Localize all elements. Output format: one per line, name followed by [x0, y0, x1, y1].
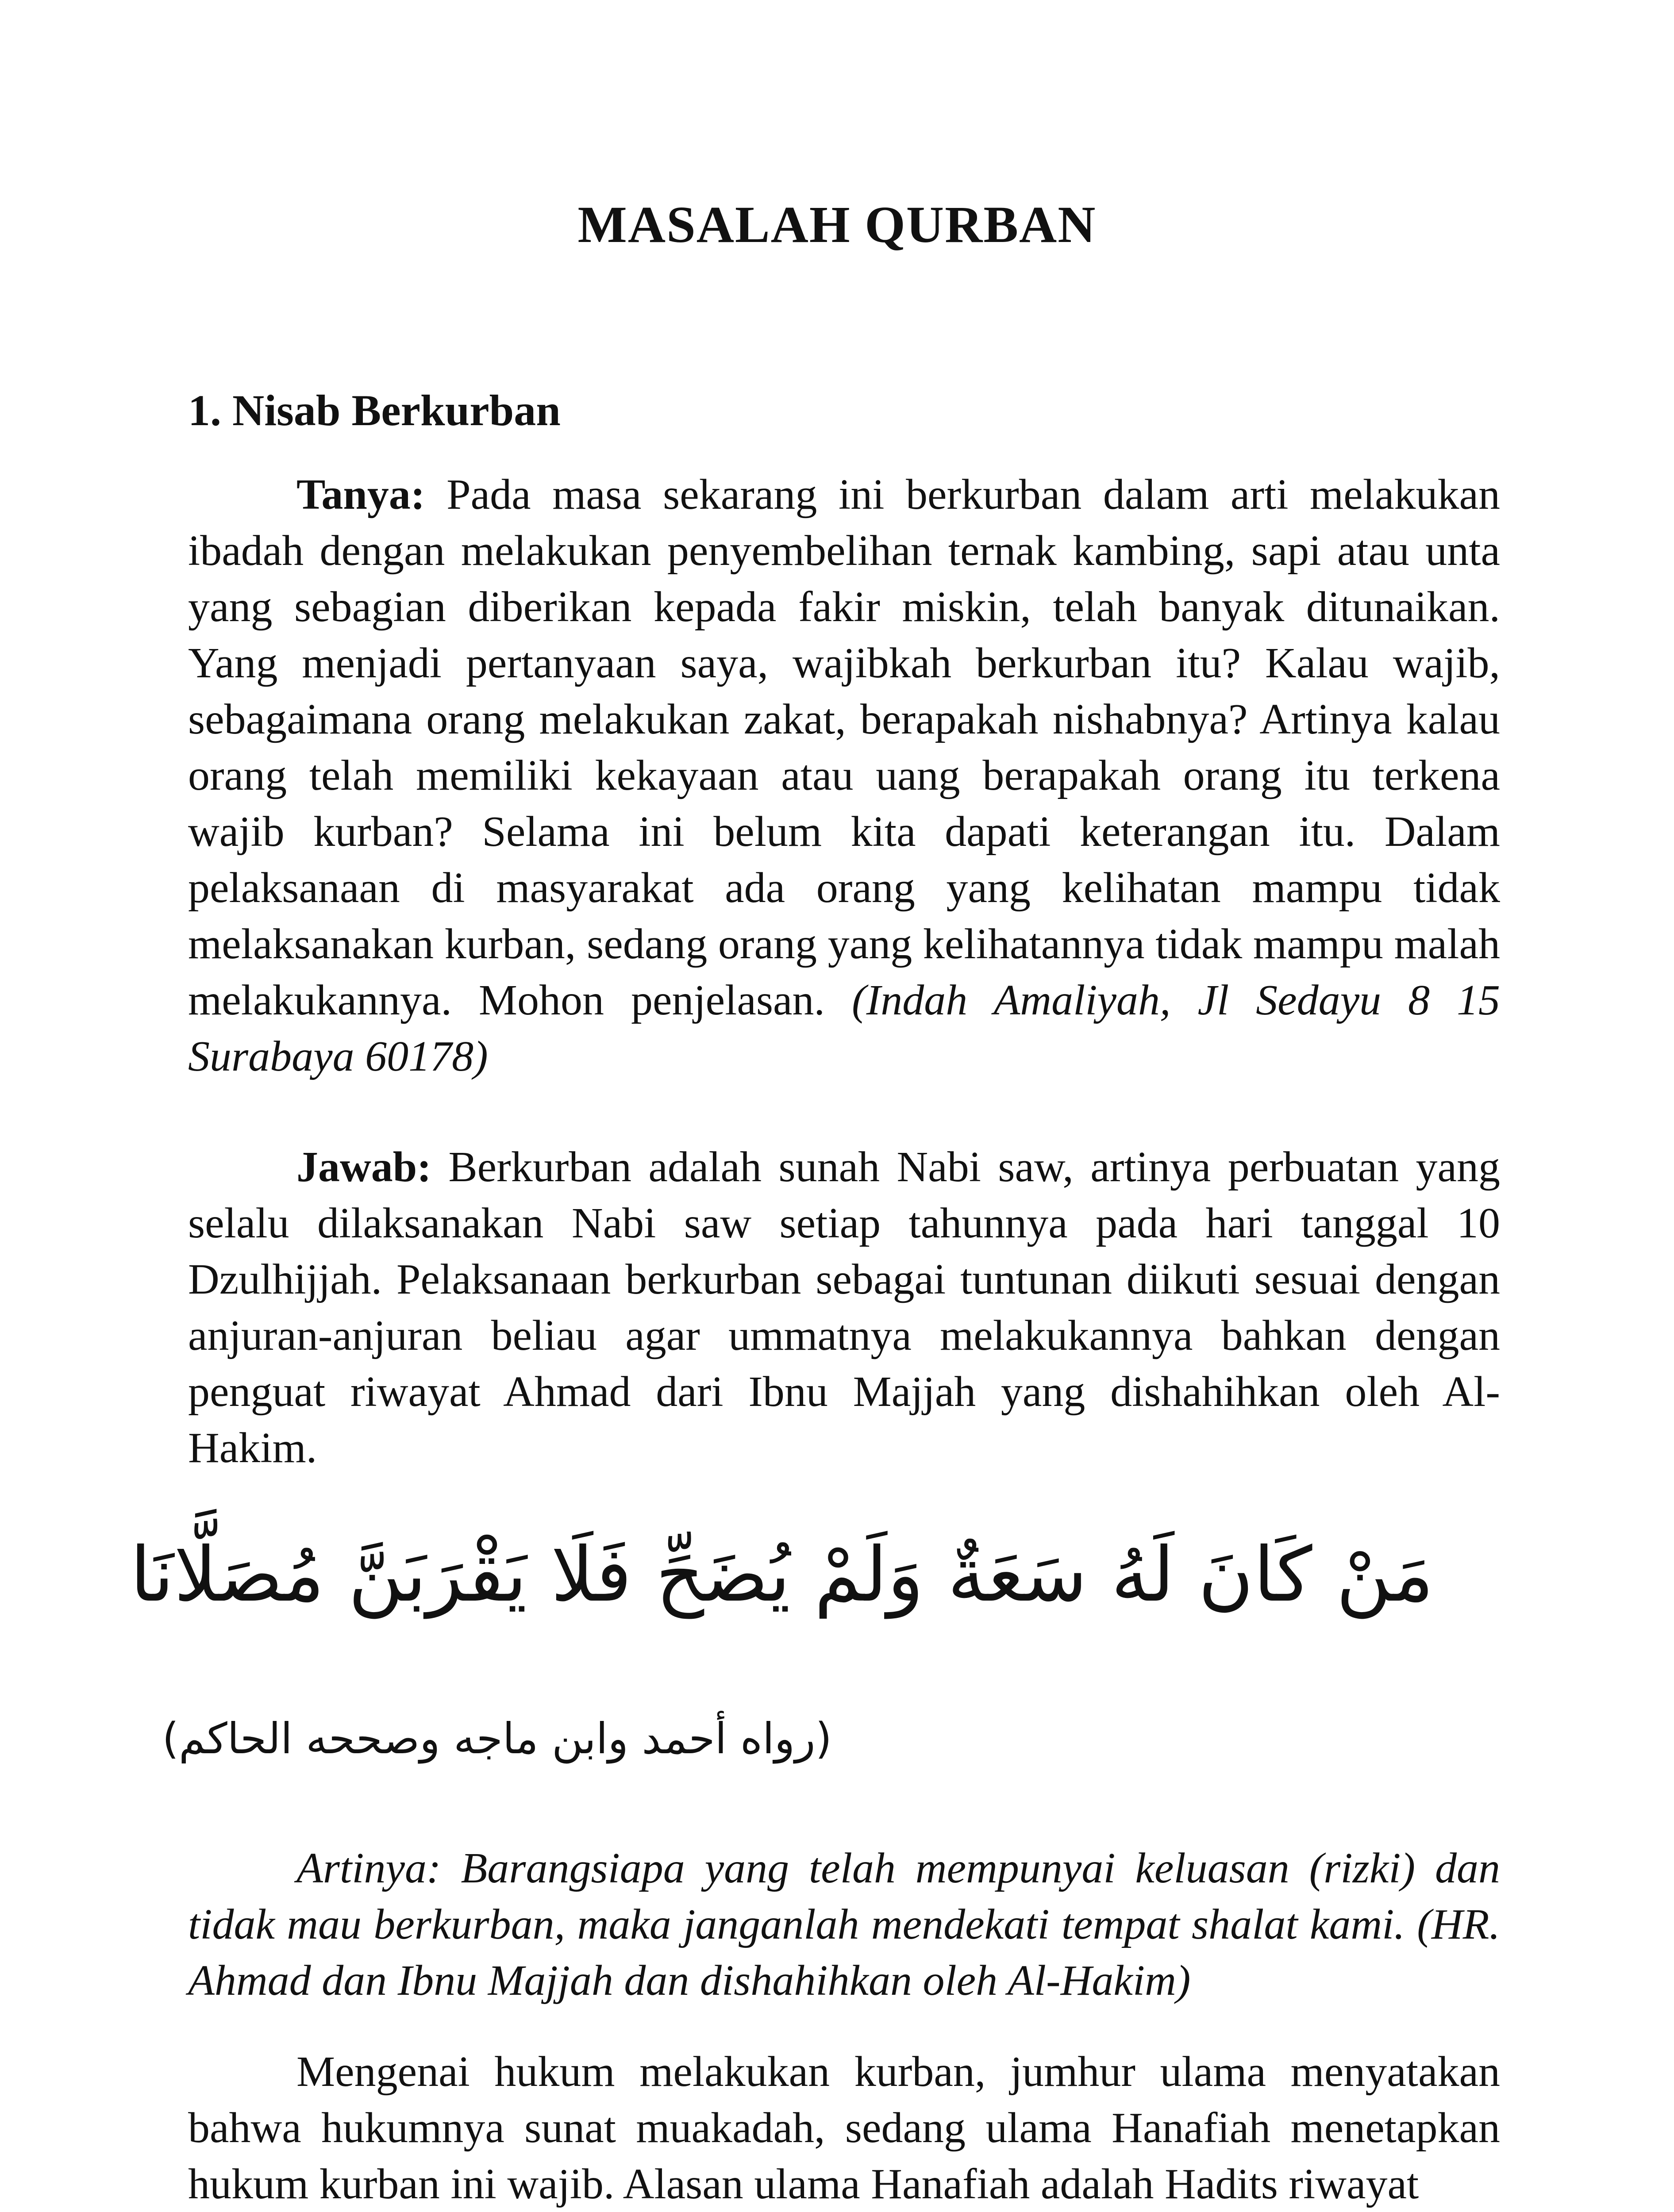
closing-block [188, 2044, 1500, 2212]
question-block [188, 467, 1500, 1085]
question-text: Pada masa sekarang ini berkurban dalam arti melakukan ibadah dengan melakukan penyembelihan ternak kambing, sapi atau unta yang sebagian diberikan kepada fakir miskin, telah banyak ditunaikan. Yang menjadi pertanyaan saya, wajibkah berkurban itu? Kalau wajib, sebagaimana orang melakukan zakat, berapakah nishabnya? Artinya kalau orang telah memiliki kekayaan atau uang berapakah orang itu terkena wajib kurban? Selama ini belum kita dapati keterangan itu. Dalam pelaksanaan di masyarakat ada orang yang kelihatan mampu tidak melaksanakan kurban, sedang orang yang kelihatannya tidak mampu malah melakukannya. Mohon penjelasan. [188, 471, 1501, 1024]
hadith-reference: (رواه أحمد وابن ماجه وصححه الحاكم) [162, 1714, 832, 1763]
answer-paragraph [188, 1139, 1500, 1476]
closing-paragraph: Mengenai hukum melakukan kurban, jumhur ulama menyatakan bahwa hukumnya sunat muakadah, sedang ulama Hanafiah menetapkan hukum kurban ini wajib. Alasan ulama Hanafiah adalah Hadits riwayat [188, 2048, 1500, 2208]
section-title: Nisab Berkurban [232, 386, 561, 435]
question-label: Tanya: [296, 471, 425, 518]
section-number: 1. [188, 386, 221, 435]
answer-text: Berkurban adalah sunah Nabi saw, artinya perbuatan yang selalu dilaksanakan Nabi saw setiap tahunnya pada hari tanggal 10 Dzulhijjah. Pelaksanaan berkurban sebagai tuntunan diikuti sesuai dengan anjuran-anjuran beliau agar ummatnya melakukannya bahkan dengan penguat riwayat Ahmad dari Ibnu Majjah yang dishahihkan oleh Al-Hakim. [188, 1143, 1500, 1472]
page-title: MASALAH QURBAN [577, 196, 1097, 253]
answer-block [188, 1139, 1500, 1476]
question-source: (Indah Amaliyah, Jl Sedayu 8 15 Surabaya 60178) [188, 976, 1501, 1080]
hadith-translation [188, 1840, 1500, 2009]
answer-label: Jawab: [296, 1143, 431, 1191]
question-paragraph [188, 467, 1500, 1085]
section-heading [188, 385, 561, 436]
hadith-arabic: مَنْ كَانَ لَهُ سَعَةٌ وَلَمْ يُضَحِّ فَلَا يَقْرَبَنَّ مُصَلَّانَا [130, 1531, 1434, 1619]
translation-paragraph: Artinya: Barangsiapa yang telah mempunyai keluasan (rizki) dan tidak mau berkurban, maka janganlah mendekati tempat shalat kami. (HR. Ahmad dan Ibnu Majjah dan dishahihkan oleh Al-Hakim) [188, 1844, 1500, 2005]
